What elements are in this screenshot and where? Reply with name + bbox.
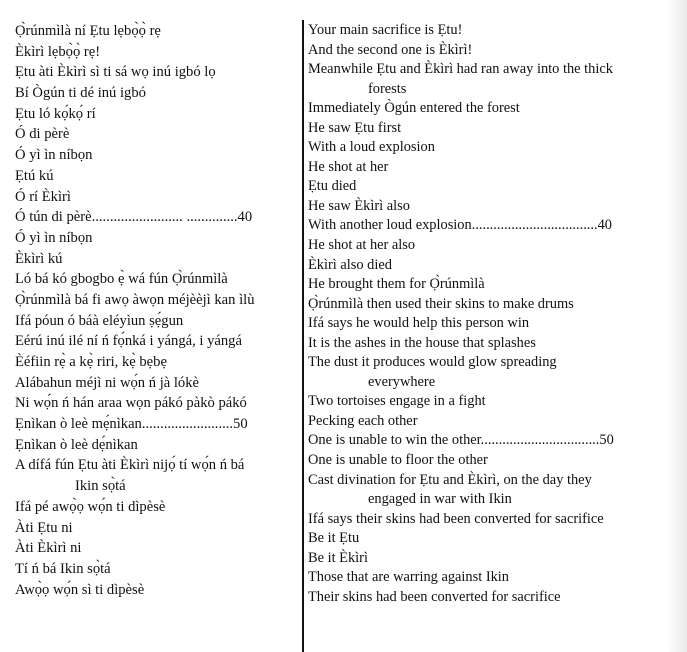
yoruba-line: Ó yì ìn níbọn: [15, 147, 93, 164]
yoruba-line: Èkìrì lẹbọ̀ọ̀ rẹ!: [15, 43, 101, 60]
yoruba-line: Bí Ògún ti dé inú igbó: [15, 85, 146, 102]
yoruba-line-continuation: Ikin sọ̀tá: [75, 478, 126, 495]
english-line-continuation: engaged in war with Ikin: [368, 491, 512, 508]
yoruba-line: Ó yì ìn níbọn: [15, 229, 93, 246]
english-line: He saw Ẹtu first: [308, 119, 402, 136]
english-line: Their skins had been converted for sacrifice: [308, 588, 561, 605]
yoruba-line: Ẹnìkan ò leè dẹ́nìkan: [15, 436, 138, 453]
english-line: Cast divination for Ẹtu and Èkìrì, on the day they: [308, 471, 592, 488]
yoruba-line: Tí ń bá Ikin sọ̀tá: [15, 560, 111, 577]
yoruba-line: Ó rí Èkìrì: [15, 188, 71, 205]
yoruba-line: Àti Èkìrì ni: [15, 540, 82, 557]
english-line: Be it Èkìrì: [308, 549, 368, 566]
yoruba-line: Ló bá kó gbogbo ẹ̀ wá fún Ọ̀rúnmìlà: [15, 271, 228, 288]
yoruba-line: Ni wọ́n ń hán araa wọn pákó pàkò pákó: [15, 395, 247, 412]
yoruba-line: Ẹtu àti Èkìrì sì ti sá wọ inú igbó lọ: [15, 64, 216, 81]
english-line: Ọ̀rúnmìlà then used their skins to make drums: [308, 295, 574, 312]
english-line: It is the ashes in the house that splashes: [308, 334, 536, 351]
english-line: Be it Ẹtu: [308, 530, 360, 547]
yoruba-line: Ọ̀rúnmìlà ní Ẹtu lẹbọ̀ọ̀ rẹ: [15, 23, 161, 39]
english-line: Your main sacrifice is Ẹtu!: [308, 22, 463, 38]
yoruba-line: Awọ̀ọ wọ́n sì ti dìpèsè: [15, 581, 145, 598]
english-line: One is unable to floor the other: [308, 452, 488, 469]
yoruba-line: Ifá pé awọ̀ọ wọ́n ti dìpèsè: [15, 498, 166, 515]
yoruba-line: Eérú inú ilé ní ń fọ́nká i yángá, i yángá: [15, 333, 242, 350]
english-line: Ẹtu died: [308, 178, 357, 195]
english-column: [308, 21, 663, 607]
yoruba-line: Ó di pèrè: [15, 126, 70, 143]
column-divider: [302, 20, 304, 652]
yoruba-line: Ifá póun ó báà eléyìun ṣẹ́gun: [15, 312, 184, 329]
english-line: Meanwhile Ẹtu and Èkìrì had ran away into the thick: [308, 61, 613, 78]
english-line-continuation: forests: [368, 80, 407, 97]
english-line: Immediately Ògún entered the forest: [308, 100, 520, 117]
english-line: He shot at her: [308, 158, 389, 175]
yoruba-line: A dífá fún Ẹtu àti Èkìrì nijọ́ tí wọ́n ń bá: [15, 457, 245, 474]
english-line: He saw Èkìrì also: [308, 197, 410, 214]
english-line: With another loud explosion...................................40: [308, 217, 612, 234]
yoruba-column: [15, 21, 297, 600]
english-line: He shot at her also: [308, 237, 416, 254]
english-line: And the second one is Èkìrì!: [308, 41, 473, 58]
english-line: Ifá says he would help this person win: [308, 315, 530, 332]
yoruba-line: Ẹtú kú: [15, 167, 54, 184]
yoruba-line: Ẹtu ló kọ́kọ́ rí: [15, 105, 96, 122]
english-line: He brought them for Ọ̀rúnmìlà: [308, 276, 485, 293]
yoruba-line: Èéfiin rẹ̀ a kẹ̀ riri, kẹ̀ bẹbẹ: [15, 354, 167, 370]
yoruba-line: Ó tún di pèrè......................... ..............40: [15, 209, 253, 226]
english-line-continuation: everywhere: [368, 373, 436, 390]
yoruba-line: Alábahun méjì ni wọ́n ń jà lókè: [15, 374, 200, 391]
english-line: The dust it produces would glow spreading: [308, 354, 557, 371]
english-line: Ifá says their skins had been converted for sacrifice: [308, 510, 604, 527]
english-line: With a loud explosion: [308, 139, 435, 156]
yoruba-line: Èkìrì kú: [15, 250, 63, 267]
yoruba-line: Ọ̀rúnmìlà bá fi awọ àwọn méjèèjì kan ìlù: [15, 291, 255, 308]
english-line: One is unable to win the other.................................50: [308, 432, 614, 449]
english-line: Two tortoises engage in a fight: [308, 393, 486, 410]
english-line: Pecking each other: [308, 412, 418, 429]
page-edge-shadow: [667, 0, 687, 652]
english-line: Those that are warring against Ikin: [308, 569, 509, 586]
english-line: Èkìrì also died: [308, 256, 392, 273]
yoruba-line: Àti Ẹtu ni: [15, 519, 73, 536]
yoruba-line: Ẹnìkan ò leè mẹ́nìkan.........................50: [15, 416, 248, 433]
